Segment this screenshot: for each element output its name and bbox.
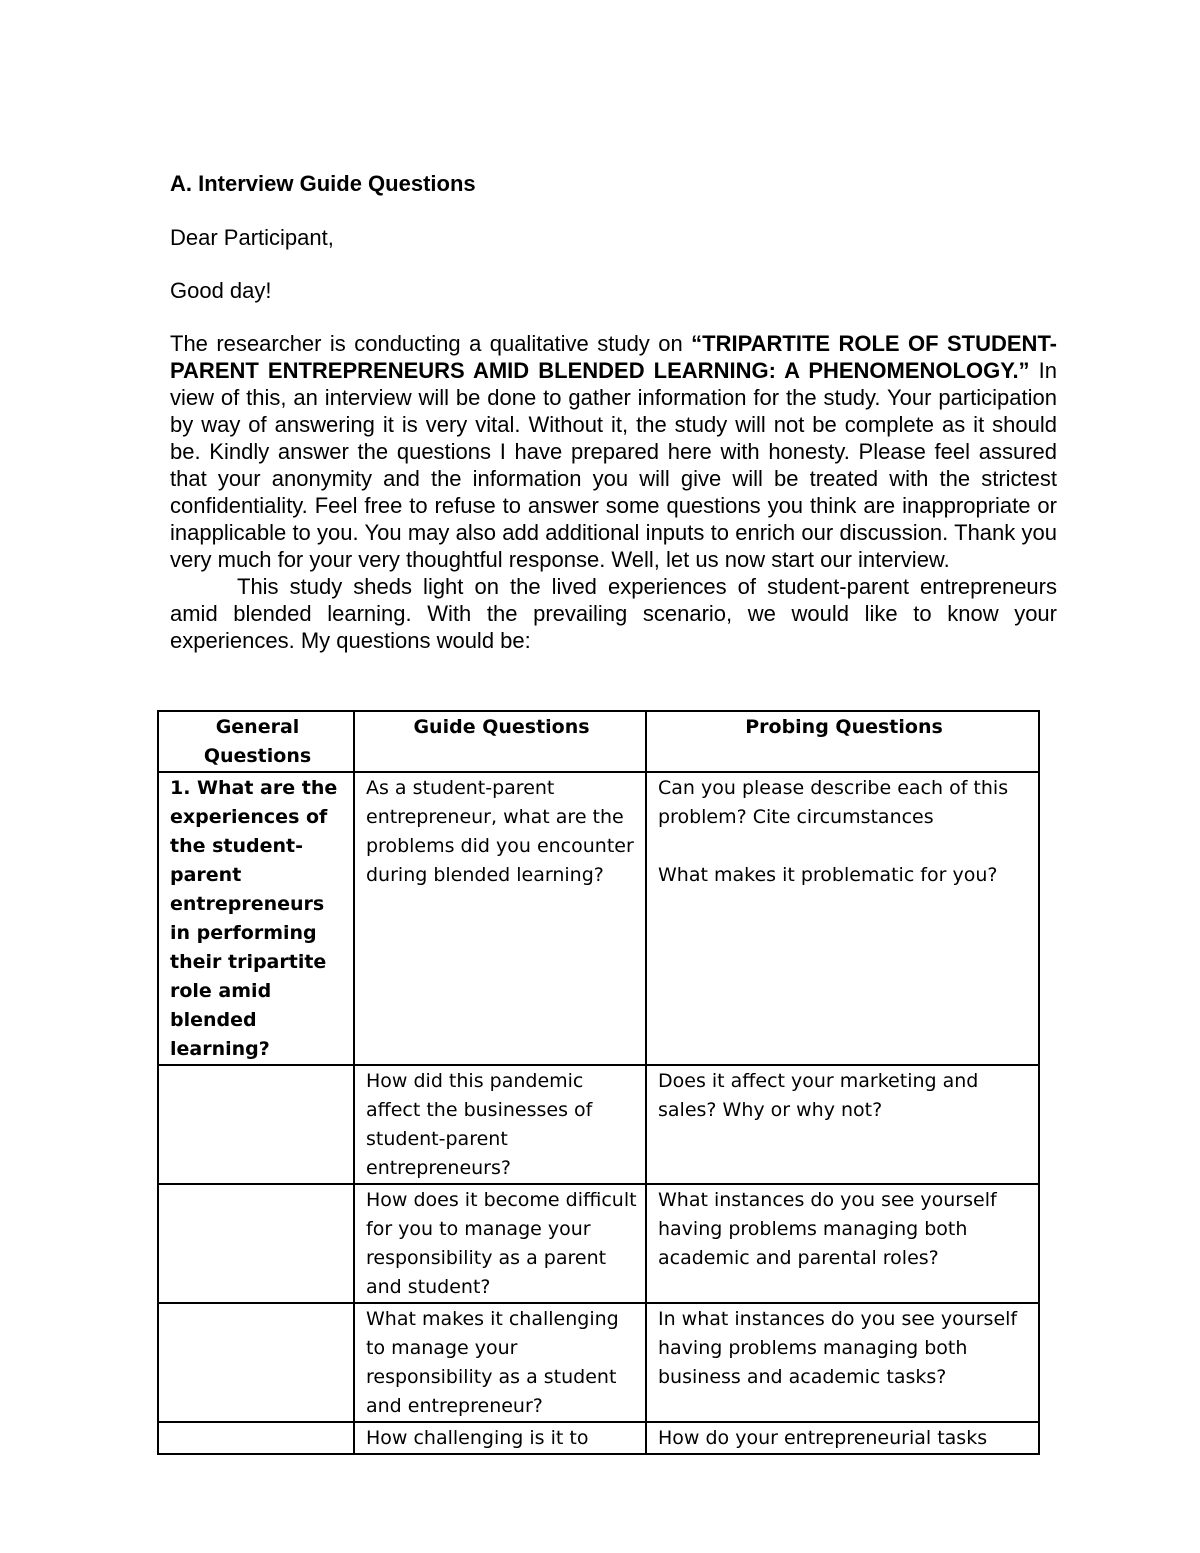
- intro-text-end: In view of this, an interview will be done to gather information for the study. Your participation by way of answering it is very vital. Without it, the study will not be complete as it should be. Kindly answer the questions I have prepared here with honesty. Please feel assured that your anonymity and the information you will give will be treated with the strictest confidentiality. Feel free to refuse to answer some questions you think are inappropriate or inapplicable to you. You may also add additional inputs to enrich our discussion. Thank you very much for your very thoughtful response. Well, let us now start our interview.: [170, 358, 1057, 572]
- page-heading: A. Interview Guide Questions: [170, 171, 476, 196]
- probing-question-cell: How do your entrepreneurial tasks: [646, 1422, 1039, 1454]
- table-row: [158, 1065, 1039, 1184]
- guide-question-cell: How challenging is it to: [354, 1422, 646, 1454]
- study-title: “TRIPARTITE ROLE OF STUDENT-PARENT ENTREPRENEURS AMID BLENDED LEARNING: A PHENOMENOLOGY.”: [170, 331, 1058, 383]
- document-page: [170, 170, 1057, 654]
- probing-question-text: Can you please describe each of this problem? Cite circumstances: [658, 777, 1009, 828]
- table-row: [158, 1184, 1039, 1303]
- header-probing-questions: Probing Questions: [646, 711, 1039, 772]
- probing-question-cell: Does it affect your marketing and sales? Why or why not?: [646, 1065, 1039, 1184]
- table-row: [158, 1303, 1039, 1422]
- greeting: Good day!: [170, 278, 272, 303]
- general-question-cell: [158, 1184, 354, 1303]
- header-general-questions: General Questions: [158, 711, 354, 772]
- general-question-cell: [158, 1065, 354, 1184]
- guide-question-cell: As a student-parent entrepreneur, what are the problems did you encounter during blended learning?: [354, 772, 646, 1065]
- intro-text-start: The researcher is conducting a qualitative study on: [170, 331, 692, 356]
- probing-question-cell: [646, 772, 1039, 1065]
- salutation: Dear Participant,: [170, 225, 334, 250]
- second-paragraph: This study sheds light on the lived experiences of student-parent entrepreneurs amid blended learning. With the prevailing scenario, we would like to know your experiences. My questions would be:: [170, 574, 1057, 653]
- table-row: [158, 772, 1039, 1065]
- probing-question-text: What makes it problematic for you?: [658, 864, 998, 886]
- header-guide-questions: Guide Questions: [354, 711, 646, 772]
- general-question-cell: [158, 1303, 354, 1422]
- guide-question-cell: What makes it challenging to manage your responsibility as a student and entrepreneur?: [354, 1303, 646, 1422]
- general-question-cell: 1. What are the experiences of the student-parent entrepreneurs in performing their tripartite role amid blended learning?: [158, 772, 354, 1065]
- general-question-cell: [158, 1422, 354, 1454]
- table-header-row: [158, 711, 1039, 772]
- table-row: [158, 1422, 1039, 1454]
- probing-question-cell: In what instances do you see yourself having problems managing both business and academic tasks?: [646, 1303, 1039, 1422]
- intro-paragraph: [170, 330, 1057, 573]
- interview-questions-table: [157, 710, 1040, 1455]
- guide-question-cell: How did this pandemic affect the businesses of student-parent entrepreneurs?: [354, 1065, 646, 1184]
- guide-question-cell: How does it become difficult for you to manage your responsibility as a parent and student?: [354, 1184, 646, 1303]
- probing-question-cell: What instances do you see yourself having problems managing both academic and parental roles?: [646, 1184, 1039, 1303]
